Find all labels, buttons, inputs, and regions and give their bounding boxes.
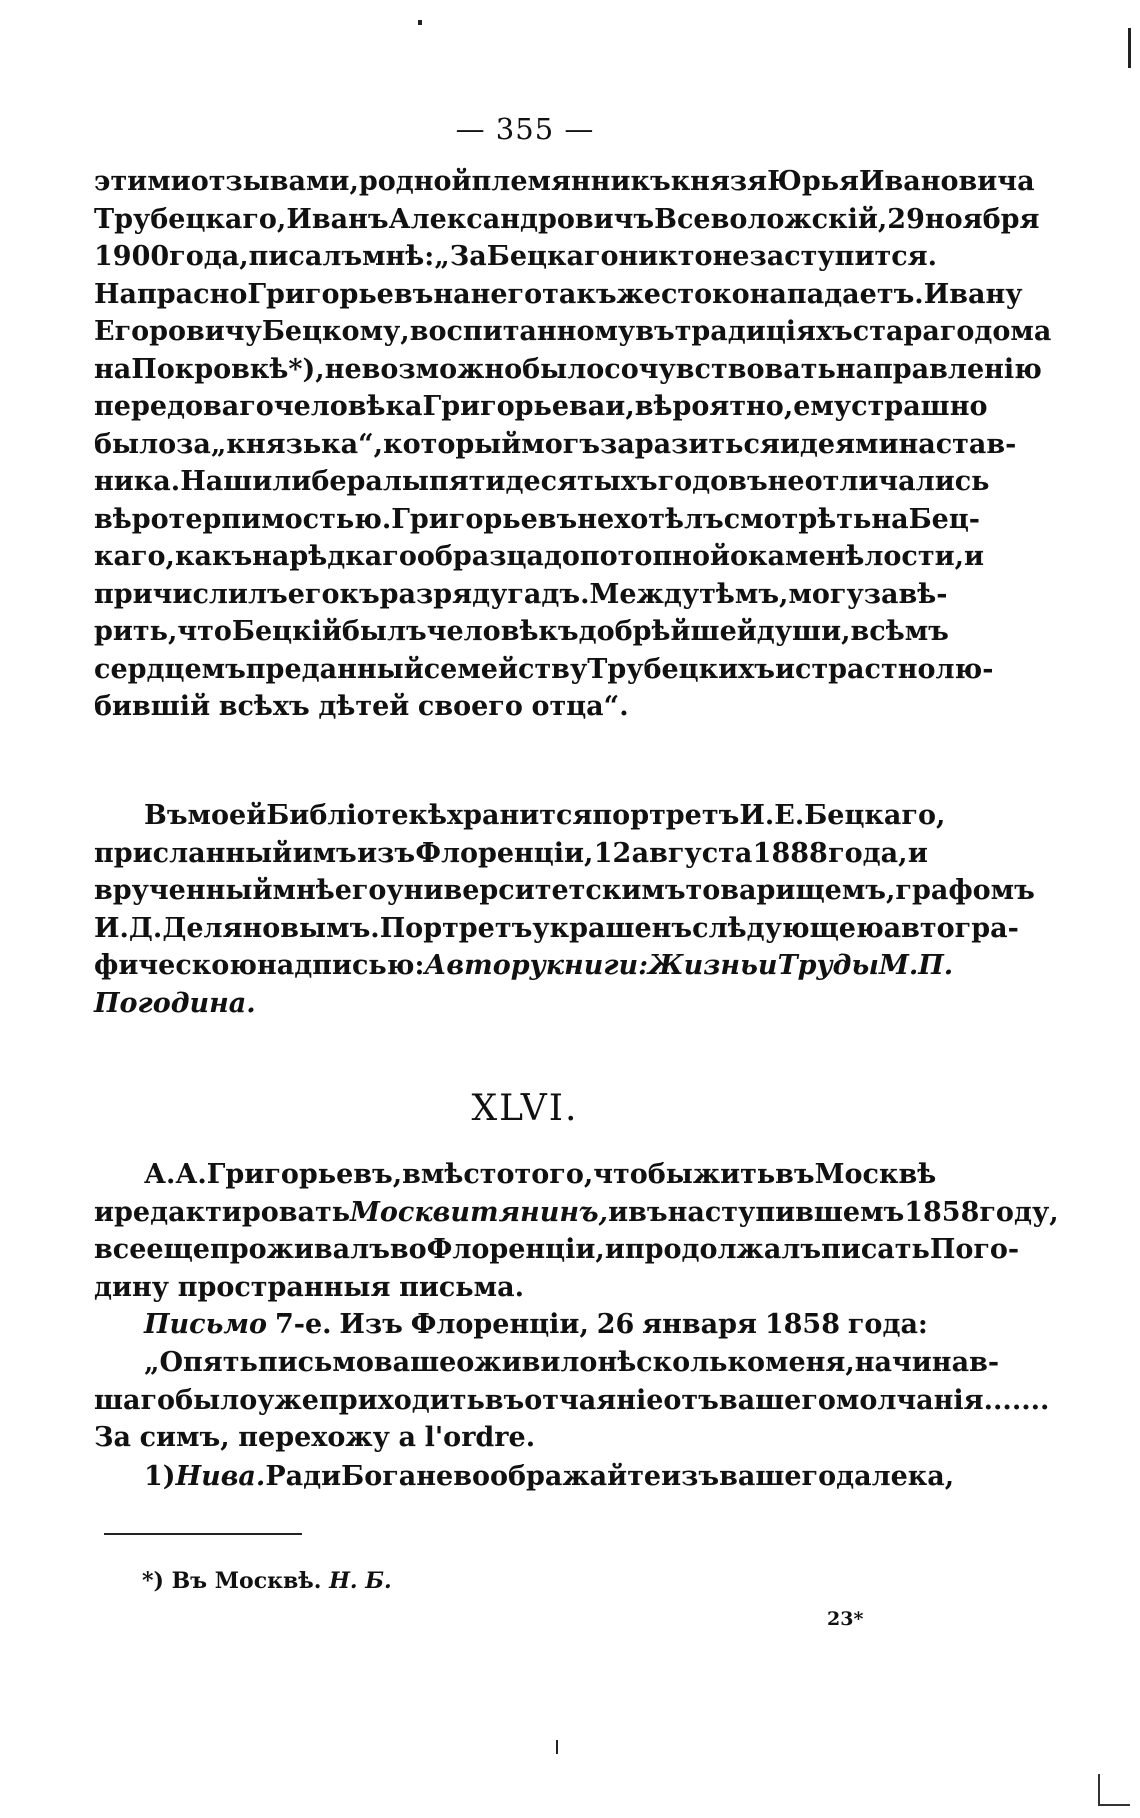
word: 1858 [904, 1196, 980, 1228]
word: добрѣйшей [578, 616, 757, 647]
word: еще [146, 1234, 210, 1265]
word: мнѣ: [362, 241, 435, 272]
text-line [94, 651, 994, 689]
word: князя [670, 166, 768, 197]
text-line [94, 835, 928, 873]
word: фическою [94, 950, 257, 981]
word: и [907, 837, 928, 869]
word: родной [358, 166, 472, 197]
word: настав- [898, 428, 1017, 460]
word: 1888 [752, 837, 828, 869]
word: могъ [521, 428, 601, 460]
paragraph-niva [94, 1458, 955, 1496]
word: августа [631, 837, 753, 869]
word: завѣ- [863, 578, 948, 610]
word: на [94, 353, 132, 385]
word: отъ [663, 1384, 719, 1416]
word: никто [618, 241, 713, 272]
word: отчаяніе [524, 1384, 664, 1416]
word: и [608, 1196, 629, 1228]
word: надписью: [256, 950, 425, 981]
text-line [94, 1458, 955, 1496]
word: заразиться [600, 428, 780, 460]
word: Ивану [923, 278, 1023, 310]
word: заступится. [749, 241, 937, 272]
word: оживило [456, 1347, 598, 1378]
word: Григорьевъ [391, 503, 578, 535]
word: на [433, 278, 471, 310]
text-line [94, 388, 988, 426]
word: жить [692, 1159, 776, 1190]
word: Бога [341, 1461, 417, 1492]
text-line [94, 1382, 1050, 1420]
word: редактировать [114, 1196, 351, 1228]
word: рить, [94, 616, 178, 647]
word: преданный [245, 653, 424, 685]
text-line [94, 797, 946, 835]
word: за [176, 428, 211, 460]
paragraph-grigoriev [94, 1156, 1059, 1306]
word: Трубецкаго, [94, 203, 287, 235]
text-line [94, 501, 980, 539]
text-line [94, 1156, 937, 1194]
word: было [94, 428, 177, 460]
footnote-rule [104, 1533, 302, 1535]
word: не [416, 1461, 454, 1492]
word: какъ [174, 541, 253, 572]
word: ваше [373, 1347, 457, 1378]
footnote-author: Н. Б. [329, 1568, 392, 1594]
word: Въ [144, 800, 188, 831]
word: невозможно [324, 353, 523, 385]
word: Нива. [175, 1461, 266, 1492]
scan-speck [418, 20, 422, 25]
word: вмѣсто [402, 1159, 515, 1190]
word: товарищемъ, [685, 875, 896, 906]
word: 12 [593, 837, 632, 869]
word: Ради [265, 1461, 342, 1492]
word: шаго [94, 1384, 176, 1416]
scan-edge-mark [1128, 28, 1131, 68]
word: Григорьевъ, [206, 1159, 403, 1190]
text-line [94, 613, 949, 651]
word: стараго [852, 316, 975, 347]
word: 26 [596, 1309, 635, 1340]
word: Юрья [767, 166, 859, 197]
word: сочувствовать [604, 353, 836, 385]
word: Библіотекѣ [266, 800, 448, 831]
word: П. [918, 950, 954, 981]
word: Александровичъ [388, 203, 655, 235]
word: письмо [257, 1347, 374, 1378]
word: вашего [718, 1384, 836, 1416]
word: было [175, 1384, 258, 1416]
word: Иванъ [286, 203, 389, 235]
word: Бец- [908, 503, 980, 535]
footnote-text: *) Въ Москвѣ. [142, 1568, 322, 1594]
word: на [252, 541, 290, 572]
word: Флоренціи, [410, 1309, 589, 1340]
word: смотрѣть [723, 503, 872, 535]
word: не [767, 466, 805, 497]
word: Григорьева [422, 391, 606, 422]
word: l'ordre. [424, 1422, 536, 1453]
word: слѣдующею [692, 912, 884, 944]
word: пространныя [177, 1271, 391, 1303]
text-line [94, 426, 1017, 464]
word: ника. [94, 466, 181, 497]
signature-mark: 23* [827, 1608, 864, 1630]
word: его [287, 578, 340, 610]
word: И. [739, 800, 775, 831]
word: имъ [292, 837, 357, 869]
word: Егоровичу [94, 316, 262, 347]
word: хранится [447, 800, 593, 831]
section-heading: XLVI. [471, 1088, 579, 1129]
word: украшенъ [532, 912, 693, 944]
word: Напрасно [94, 278, 248, 310]
word: дома [974, 316, 1052, 347]
word: 1900 [94, 241, 170, 272]
text-line [94, 238, 937, 276]
word: университетскимъ [386, 875, 686, 906]
word: каго, [94, 541, 175, 572]
word: „За [434, 241, 487, 272]
word: къ [339, 578, 380, 610]
scan-speck [556, 1740, 558, 1754]
word: Пого- [929, 1234, 1020, 1265]
text-line [94, 947, 954, 985]
word: все [94, 1234, 147, 1265]
text-line [94, 313, 1052, 351]
word: всѣмъ [850, 616, 949, 647]
word: жестоко [616, 278, 750, 310]
text-line [94, 201, 1040, 239]
word: Покровкѣ [131, 353, 289, 385]
word: молчанія....... [835, 1384, 1050, 1416]
word: книги: [545, 950, 649, 981]
word: причислилъ [94, 578, 288, 610]
word: За [94, 1422, 131, 1453]
word: А. [175, 1159, 207, 1190]
word: ноября [924, 203, 1040, 235]
word: графомъ [895, 875, 1035, 906]
text-line [94, 351, 1042, 389]
scan-corner-mark [1098, 1774, 1130, 1806]
text-line [94, 1344, 1000, 1382]
word: уже [257, 1384, 319, 1416]
word: симъ, [139, 1422, 230, 1453]
paragraph-letter-heading [94, 1306, 928, 1344]
word: года, [169, 241, 249, 272]
word: Трубецкихъ [587, 653, 775, 685]
word: ему [793, 391, 852, 422]
word: врученный [94, 875, 273, 906]
word: воображайте [453, 1461, 662, 1492]
text-line [94, 985, 928, 1023]
word: и [604, 1234, 625, 1265]
word: который [383, 428, 522, 460]
word: либералы [272, 466, 429, 497]
word: рѣдкаго [289, 541, 417, 572]
word: было [522, 353, 605, 385]
word: меня, [765, 1347, 855, 1378]
word: въ [775, 1159, 815, 1190]
word: Труды [777, 950, 879, 981]
word: Флоренціи, [426, 1234, 605, 1265]
word: года: [847, 1309, 928, 1340]
word: допотопной [543, 541, 730, 572]
word: далека, [836, 1461, 955, 1492]
word: семейству [423, 653, 588, 685]
word: 1) [144, 1461, 176, 1492]
word: автогра- [883, 912, 1019, 944]
word: въ [635, 316, 675, 347]
word: *), [288, 353, 325, 385]
word: перехожу [238, 1422, 390, 1453]
word: дѣтей [318, 691, 410, 722]
word: такъ [542, 278, 617, 310]
word: письма. [399, 1271, 524, 1303]
text-line [94, 576, 948, 614]
word: Москвѣ [814, 1159, 937, 1190]
word: страстно [795, 653, 936, 685]
text-line [94, 1194, 1059, 1232]
word: чтобы [593, 1159, 693, 1190]
word: нѣсколько [597, 1347, 766, 1378]
word: января [642, 1309, 757, 1340]
word: человѣка [273, 391, 423, 422]
paragraph-letter-quote [94, 163, 1052, 726]
word: присланный [94, 837, 293, 869]
word: И. [94, 912, 129, 944]
word: вашего [719, 1461, 837, 1492]
word: отличались [804, 466, 990, 497]
word: и [94, 1196, 115, 1228]
word: писалъ [248, 241, 363, 272]
word: 1858 [764, 1309, 841, 1340]
word: Погодина. [94, 987, 256, 1019]
word: Е. [774, 800, 805, 831]
word: своего [417, 691, 523, 722]
word: образца [416, 541, 544, 572]
word: разряду [379, 578, 508, 610]
word: Бецкій [231, 616, 342, 647]
word: дину [94, 1271, 170, 1303]
word: Жизнь [648, 950, 758, 981]
text-line [94, 872, 1035, 910]
word: пятидесятыхъ [428, 466, 658, 497]
word: Всеволожскій, [654, 203, 888, 235]
word: Наши [180, 466, 273, 497]
word: наступившемъ [667, 1196, 905, 1228]
word: проживалъ [209, 1234, 390, 1265]
word: что [177, 616, 232, 647]
word: могу [788, 578, 864, 610]
word: былъ [341, 616, 427, 647]
word: того, [514, 1159, 594, 1190]
word: приходить [318, 1384, 485, 1416]
word: отца“. [531, 691, 629, 722]
word: „князька“, [210, 428, 384, 460]
word: писать [821, 1234, 930, 1265]
word: во [389, 1234, 427, 1265]
word: него [470, 278, 543, 310]
text-line [94, 1231, 1020, 1269]
word: начинав- [854, 1347, 1000, 1378]
paragraph-letter-body [94, 1344, 1050, 1457]
word: не [712, 241, 750, 272]
word: 29 [887, 203, 925, 235]
word: Письмо [144, 1309, 268, 1340]
word: продолжалъ [624, 1234, 822, 1265]
word: всѣхъ [218, 691, 310, 722]
word: а [398, 1422, 417, 1453]
word: Ивановича [858, 166, 1035, 197]
word: А. [144, 1159, 176, 1190]
word: сердцемъ [94, 653, 246, 685]
page-number: — 355 — [455, 112, 595, 146]
word: и [964, 541, 985, 572]
word: и, [605, 391, 635, 422]
text-line [94, 463, 990, 501]
text-line [94, 538, 985, 576]
footnote [142, 1568, 392, 1594]
word: моей [187, 800, 267, 831]
word: Между [589, 578, 700, 610]
word: Григорьевъ [247, 278, 434, 310]
word: и [757, 950, 778, 981]
word: воспитанному [409, 316, 636, 347]
paragraph-library-portrait [94, 797, 1035, 1022]
word: вѣроятно, [634, 391, 794, 422]
word: Автору [424, 950, 546, 981]
word: въ [628, 1196, 668, 1228]
word: лю- [935, 653, 994, 685]
word: годовъ [657, 466, 768, 497]
word: этими [94, 166, 191, 197]
word: портретъ [592, 800, 740, 831]
text-line [94, 276, 1023, 314]
word: бившій [94, 691, 211, 722]
word: въ [484, 1384, 525, 1416]
text-line [94, 1306, 928, 1344]
word: гадъ. [507, 578, 590, 610]
word: нападаетъ. [749, 278, 924, 310]
word: году, [979, 1196, 1059, 1228]
word: года, [828, 837, 908, 869]
word: души, [756, 616, 851, 647]
text-line [94, 163, 1035, 201]
word: человѣкъ [426, 616, 579, 647]
word: изъ [661, 1461, 720, 1492]
text-line [94, 1269, 928, 1307]
word: Портретъ [379, 912, 533, 944]
word: идеями [779, 428, 899, 460]
word: Флоренціи, [415, 837, 594, 869]
word: направленію [835, 353, 1042, 385]
word: хотѣлъ [614, 503, 724, 535]
word: передоваго [94, 391, 274, 422]
word: Бецкому, [261, 316, 410, 347]
word: не [577, 503, 615, 535]
word: племянникъ [471, 166, 671, 197]
word: тѣмъ, [699, 578, 789, 610]
word: мнѣ [272, 875, 335, 906]
word: М. [878, 950, 919, 981]
word: отзывами, [190, 166, 359, 197]
word: окаменѣлости, [729, 541, 965, 572]
word: традиціяхъ [674, 316, 853, 347]
word: страшно [851, 391, 988, 422]
word: Бецкаго, [804, 800, 946, 831]
text-line [94, 1419, 928, 1457]
word: на [871, 503, 909, 535]
word: 7-е. [274, 1309, 332, 1340]
word: Москвитянинъ, [350, 1196, 609, 1228]
word: его [334, 875, 387, 906]
text-line [94, 688, 928, 726]
word: вѣротерпимостью. [94, 503, 392, 535]
word: Бецкаго [486, 241, 619, 272]
word: и [774, 653, 795, 685]
word: „Опять [144, 1347, 258, 1378]
word: Изъ [339, 1309, 403, 1340]
text-line [94, 910, 1019, 948]
word: изъ [357, 837, 416, 869]
word: Д. [128, 912, 163, 944]
word: Деляновымъ. [162, 912, 380, 944]
